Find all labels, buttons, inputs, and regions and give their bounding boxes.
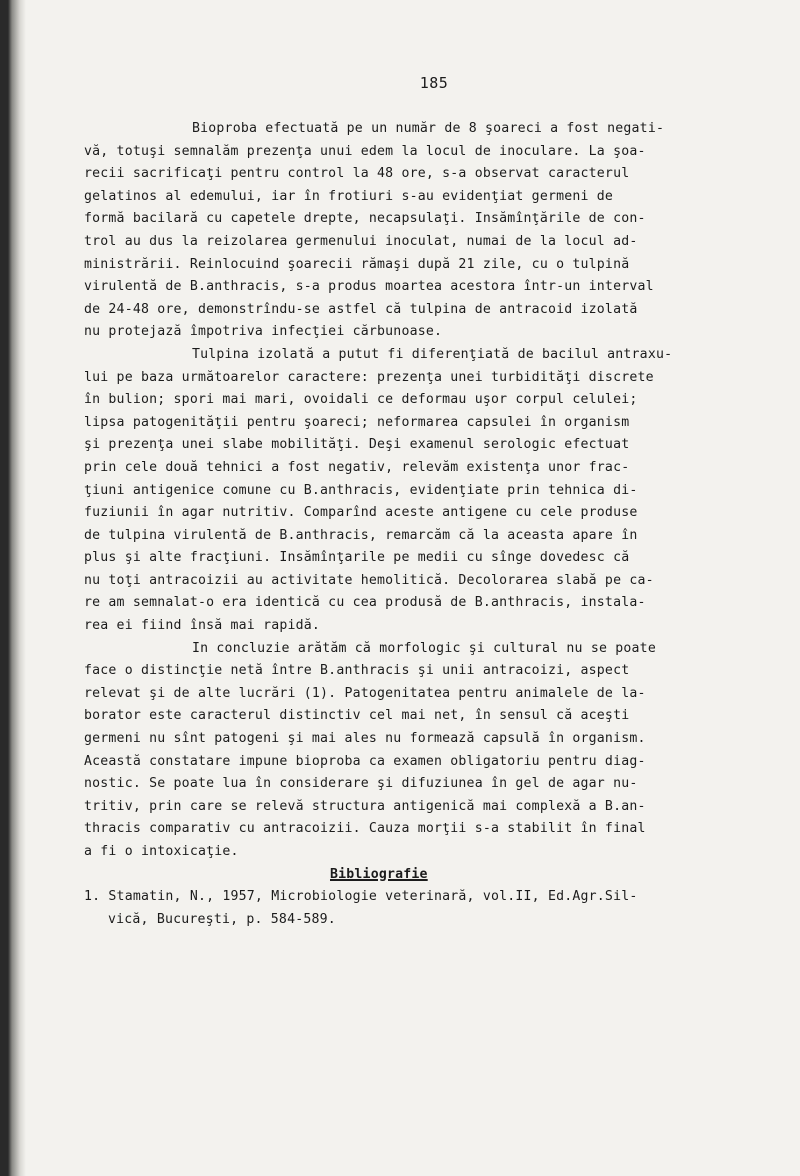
paragraph-2-line: şi prezenţa unei slabe mobilităţi. Deşi examenul serologic efectuat [84,437,630,453]
paragraph-2-line: nu toţi antracoizii au activitate hemolitică. Decolorarea slabă pe ca- [84,572,654,588]
paragraph-1-line: trol au dus la reizolarea germenului inoculat, numai de la locul ad- [84,233,638,249]
paragraph-2-line: în bulion; spori mai mari, ovoidali ce deformau uşor corpul celulei; [84,392,638,408]
body-text [84,118,784,931]
bibliography-title [84,864,784,887]
paragraph-3-line: In concluzie arătăm că morfologic şi cultural nu se poate [192,640,656,656]
paragraph-1-line: Bioproba efectuată pe un număr de 8 şoareci a fost negati- [192,121,665,136]
paragraph-1-line: nu protejază împotriva infecţiei cărbunoase. [84,324,443,340]
paragraph-2-line: lui pe baza următoarelor caractere: prezenţa unei turbidităţi discrete [84,369,654,385]
scan-binding-edge [0,0,26,1176]
paragraph-1-line: formă bacilară cu capetele drepte, necapsulaţi. Insămînţările de con- [84,211,646,227]
paragraph-1-line: ministrării. Reinlocuind şoarecii rămaşi după 21 zile, cu o tulpină [84,256,630,272]
paragraph-3-line: germeni nu sînt patogeni şi mai ales nu formează capsulă în organism. [84,731,646,747]
paragraph-2-line: plus şi alte fracţiuni. Insămînţarile pe medii cu sînge dovedesc că [84,550,630,566]
paragraph-3-line: thracis comparativ cu antracoizii. Cauza morţii s-a stabilit în final [84,821,646,837]
paragraph-2-line: prin cele două tehnici a fost negativ, relevăm existenţa unor frac- [84,459,630,475]
paragraph-3-line: borator este caracterul distinctiv cel mai net, în sensul că aceşti [84,708,630,724]
paragraph-3-line: a fi o intoxicaţie. [84,844,239,859]
paragraph-3-line: relevat şi de alte lucrări (1). Patogenitatea pentru animalele de la- [84,685,646,701]
paragraph-2-line: lipsa patogenităţii pentru şoareci; neformarea capsulei în organism [84,414,630,430]
paragraph-2-line: ţiuni antigenice comune cu B.anthracis, evidenţiate prin tehnica di- [84,482,638,498]
paragraph-1-line: recii sacrificaţi pentru control la 48 ore, s-a observat caracterul [84,166,630,182]
paragraph-1-line: de 24-48 ore, demonstrîndu-se astfel că tulpina de antracoid izolată [84,301,638,317]
bibliography-entry-continuation: vică, Bucureşti, p. 584-589. [108,911,336,927]
paragraph-1-line: vă, totuşi semnalăm prezenţa unui edem la locul de inoculare. La şoa- [84,143,646,159]
page-number: 185 [419,74,449,92]
paragraph-3-line: nostic. Se poate lua în considerare şi difuziunea în gel de agar nu- [84,776,638,792]
paragraph-3-line: tritiv, prin care se relevă structura antigenică mai complexă a B.an- [84,798,646,814]
paragraph-2-line: Tulpina izolată a putut fi diferenţiată de bacilul antraxu- [192,346,673,362]
paragraph-2-line: fuziunii în agar nutritiv. Comparînd aceste antigene cu cele produse [84,505,638,521]
paragraph-1-line: gelatinos al edemului, iar în frotiuri s-au evidenţiat germeni de [84,188,614,204]
paragraph-2-line: re am semnalat-o era identică cu cea produsă de B.anthracis, instala- [84,595,646,611]
paragraph-1-line: virulentă de B.anthracis, s-a produs moartea acestora într-un interval [84,279,654,295]
paragraph-2-line: de tulpina virulentă de B.anthracis, remarcăm că la aceasta apare în [84,527,638,543]
bibliography-title-text: Bibliografie [330,866,428,882]
paragraph-2-line: rea ei fiind însă mai rapidă. [84,618,321,634]
paragraph-3-line: Această constatare impune bioproba ca examen obligatoriu pentru diag- [84,753,646,769]
bibliography-entry: 1. Stamatin, N., 1957, Microbiologie veterinară, vol.II, Ed.Agr.Sil- [84,889,638,905]
paragraph-3-line: face o distincţie netă între B.anthracis şi unii antracoizi, aspect [84,663,630,679]
